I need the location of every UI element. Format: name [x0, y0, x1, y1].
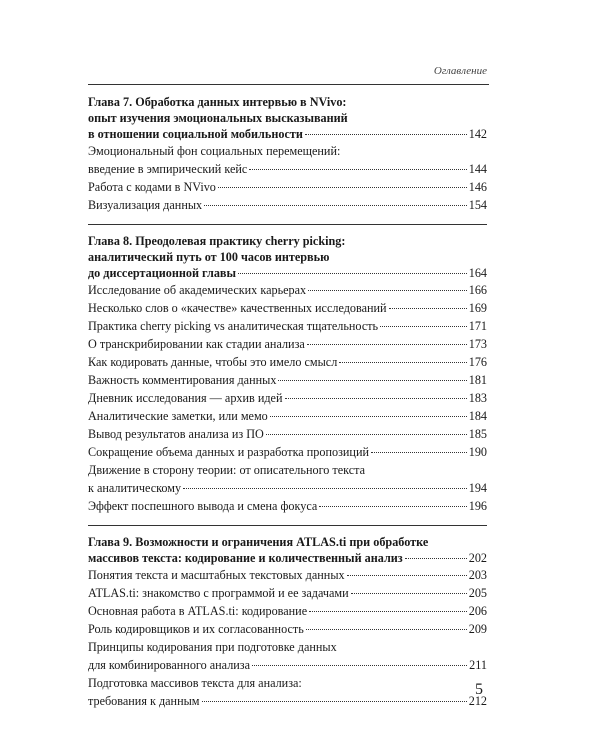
dot-leader: [306, 629, 467, 630]
chapter-title-line: Глава 7. Обработка данных интервью в NVivo:: [88, 95, 347, 109]
section-title-line: Эмоциональный фон социальных перемещений:: [88, 144, 341, 158]
dot-leader: [305, 134, 467, 135]
dot-leader: [249, 169, 466, 170]
toc-entry: [88, 371, 487, 389]
toc-entry: [88, 265, 487, 281]
dot-leader: [204, 205, 467, 206]
toc-entry: [88, 479, 487, 497]
chapter-title-line: аналитический путь от 100 часов интервью: [88, 250, 330, 264]
toc-entry: [88, 317, 487, 335]
dot-leader: [266, 434, 467, 435]
chapter-8: [88, 233, 487, 515]
section-title: Практика cherry picking vs аналитическая тщательность: [88, 319, 379, 333]
toc-entry: [88, 497, 487, 515]
section-title-line: Подготовка массивов текста для анализа:: [88, 676, 302, 690]
toc-entry: [88, 566, 487, 584]
toc-entry: [88, 335, 487, 353]
page-ref: 190: [468, 445, 487, 459]
page-ref: 205: [468, 586, 487, 600]
dot-leader: [371, 452, 467, 453]
page-ref: 176: [468, 355, 487, 369]
toc-entry: [88, 656, 487, 674]
page-ref: 183: [468, 391, 487, 405]
toc-entry: [88, 407, 487, 425]
dot-leader: [270, 416, 467, 417]
section-title: Понятия текста и масштабных текстовых данных: [88, 568, 345, 582]
page-ref: 171: [468, 319, 487, 333]
page-ref: 142: [468, 127, 487, 141]
dot-leader: [347, 575, 467, 576]
chapter-title: [88, 233, 487, 281]
page-ref: 203: [468, 568, 487, 582]
toc-entry: [88, 620, 487, 638]
section-title: ATLAS.ti: знакомство с программой и ее задачами: [88, 586, 349, 600]
section-title: Сокращение объема данных и разработка пропозиций: [88, 445, 369, 459]
running-header: [88, 62, 489, 85]
dot-leader: [252, 665, 467, 666]
toc-entry: [88, 178, 487, 196]
dot-leader: [202, 701, 467, 702]
chapter-title-line: до диссертационной главы: [88, 266, 237, 280]
section-title-line: введение в эмпирический кейс: [88, 162, 248, 176]
page-ref: 209: [468, 622, 487, 636]
dot-leader: [285, 398, 467, 399]
section-title: Несколько слов о «качестве» качественных исследований: [88, 301, 387, 315]
section: [88, 674, 487, 710]
divider: [88, 525, 487, 526]
dot-leader: [339, 362, 466, 363]
section-title: Основная работа в ATLAS.ti: кодирование: [88, 604, 308, 618]
section-title-line: для комбинированного анализа: [88, 658, 251, 672]
chapter-title-line: массивов текста: кодирование и количественный анализ: [88, 551, 403, 565]
toc-entry: [88, 389, 487, 407]
section-title-line: требования к данным: [88, 694, 200, 708]
toc-entry: [88, 281, 487, 299]
toc-entry: [88, 425, 487, 443]
toc-entry: [88, 602, 487, 620]
section-title: Роль кодировщиков и их согласованность: [88, 622, 304, 636]
chapter-7: [88, 94, 487, 214]
toc-entry: [88, 126, 487, 142]
toc-entry: [88, 196, 487, 214]
dot-leader: [278, 380, 466, 381]
running-header-label: Оглавление: [433, 65, 487, 77]
dot-leader: [307, 344, 467, 345]
toc-entry: [88, 443, 487, 461]
dot-leader: [183, 488, 467, 489]
chapter-title: [88, 94, 487, 142]
chapter-9: [88, 534, 487, 710]
page-ref: 144: [468, 162, 487, 176]
chapter-title: [88, 534, 487, 566]
page-ref: 166: [468, 283, 487, 297]
section-title: Как кодировать данные, чтобы это имело смысл: [88, 355, 338, 369]
table-of-contents: [88, 94, 487, 720]
section-title: Эффект поспешного вывода и смена фокуса: [88, 499, 318, 513]
section-title-line: Движение в сторону теории: от описательного текста: [88, 463, 366, 477]
dot-leader: [405, 558, 467, 559]
dot-leader: [308, 290, 467, 291]
section-title-line: к аналитическому: [88, 481, 182, 495]
chapter-title-line: в отношении социальной мобильности: [88, 127, 303, 141]
section: [88, 461, 487, 497]
section-title: Важность комментирования данных: [88, 373, 277, 387]
toc-entry: [88, 550, 487, 566]
divider: [88, 224, 487, 225]
section-title: Визуализация данных: [88, 198, 203, 212]
section-title-line: Принципы кодирования при подготовке данных: [88, 640, 337, 654]
page-ref: 164: [468, 266, 487, 280]
toc-entry: [88, 692, 487, 710]
dot-leader: [309, 611, 467, 612]
dot-leader: [389, 308, 467, 309]
chapter-title-line: Глава 9. Возможности и ограничения ATLAS.ti при обработке: [88, 535, 429, 549]
page-ref: 206: [468, 604, 487, 618]
dot-leader: [319, 506, 466, 507]
section-title: Исследование об академических карьерах: [88, 283, 307, 297]
page-ref: 212: [468, 694, 487, 708]
section: [88, 638, 487, 674]
section-title: Дневник исследования — архив идей: [88, 391, 283, 405]
page-ref: 173: [468, 337, 487, 351]
toc-entry: [88, 584, 487, 602]
page-number: 5: [475, 681, 483, 698]
toc-entry: [88, 299, 487, 317]
section-title: О транскрибировании как стадии анализа: [88, 337, 305, 351]
dot-leader: [351, 593, 467, 594]
section-title: Аналитические заметки, или мемо: [88, 409, 268, 423]
page-ref: 184: [468, 409, 487, 423]
dot-leader: [218, 187, 467, 188]
page-ref: 202: [468, 551, 487, 565]
page-ref: 185: [468, 427, 487, 441]
dot-leader: [238, 273, 467, 274]
page-ref: 194: [468, 481, 487, 495]
page-ref: 181: [468, 373, 487, 387]
dot-leader: [380, 326, 467, 327]
page-ref: 169: [468, 301, 487, 315]
section-title: Работа с кодами в NVivo: [88, 180, 216, 194]
chapter-title-line: опыт изучения эмоциональных высказываний: [88, 111, 348, 125]
toc-entry: [88, 160, 487, 178]
page-ref: 146: [468, 180, 487, 194]
section-title: Вывод результатов анализа из ПО: [88, 427, 264, 441]
page-ref: 196: [468, 499, 487, 513]
page-ref: 154: [468, 198, 487, 212]
chapter-title-line: Глава 8. Преодолевая практику cherry picking:: [88, 234, 346, 248]
section: [88, 142, 487, 178]
page-ref: 211: [469, 658, 487, 672]
toc-entry: [88, 353, 487, 371]
